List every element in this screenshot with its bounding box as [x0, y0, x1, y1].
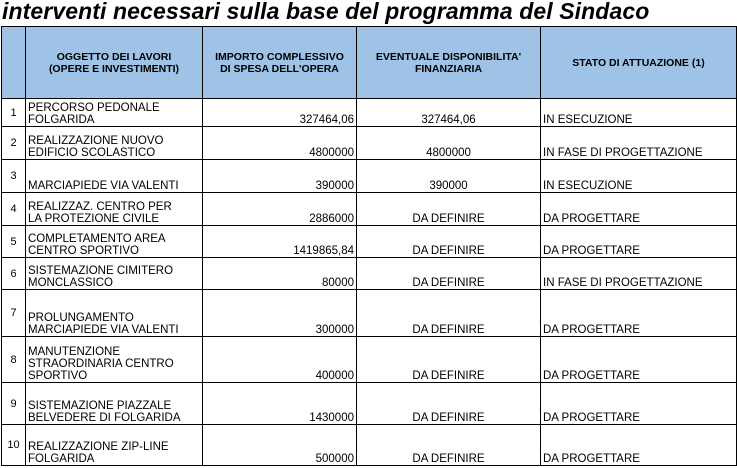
header-disponibilita: EVENTUALE DISPONIBILITA' FINANZIARIA — [357, 27, 541, 99]
oggetto-line: MARCIAPIEDE VIA VALENTI — [28, 324, 179, 336]
oggetto-line: FOLGARIDA — [28, 453, 95, 465]
cell-importo: 390000 — [203, 160, 357, 193]
oggetto-line: SISTEMAZIONE CIMITERO — [28, 265, 174, 277]
cell-disponibilita: DA DEFINIRE — [357, 425, 541, 466]
oggetto-line: STRAORDINARIA CENTRO — [28, 358, 174, 370]
oggetto-line: PERCORSO PEDONALE — [28, 102, 160, 114]
cell-oggetto — [26, 258, 203, 290]
table-row — [2, 99, 737, 127]
table-row — [2, 226, 737, 258]
cell-stato: IN FASE DI PROGETTAZIONE — [541, 127, 737, 160]
cell-stato: DA PROGETTARE — [541, 425, 737, 466]
table-row — [2, 337, 737, 383]
cell-importo: 300000 — [203, 290, 357, 337]
table-row — [2, 290, 737, 337]
oggetto-line: CENTRO SPORTIVO — [28, 245, 139, 257]
table-row — [2, 193, 737, 226]
table-header-row — [2, 27, 737, 99]
cell-importo: 4800000 — [203, 127, 357, 160]
cell-disponibilita: DA DEFINIRE — [357, 193, 541, 226]
cell-disponibilita: DA DEFINIRE — [357, 226, 541, 258]
cell-importo: 2886000 — [203, 193, 357, 226]
oggetto-line: SISTEMAZIONE PIAZZALE — [28, 400, 172, 412]
oggetto-line: REALIZZAZIONE ZIP-LINE — [28, 441, 169, 453]
cell-disponibilita: DA DEFINIRE — [357, 383, 541, 425]
oggetto-line: MANUTENZIONE — [28, 346, 120, 358]
cell-importo: 500000 — [203, 425, 357, 466]
table-row — [2, 383, 737, 425]
cell-disponibilita: DA DEFINIRE — [357, 337, 541, 383]
header-stato: STATO DI ATTUAZIONE (1) — [541, 27, 737, 99]
cell-stato: DA PROGETTARE — [541, 290, 737, 337]
cell-importo: 400000 — [203, 337, 357, 383]
cell-disponibilita: 390000 — [357, 160, 541, 193]
cell-oggetto — [26, 226, 203, 258]
row-number: 7 — [2, 290, 26, 337]
cell-oggetto — [26, 337, 203, 383]
header-num — [2, 27, 26, 99]
page-title: interventi necessari sulla base del programma del Sindaco — [2, 0, 650, 24]
row-number: 5 — [2, 226, 26, 258]
oggetto-line: REALIZZAZIONE NUOVO — [28, 135, 164, 147]
cell-stato: IN ESECUZIONE — [541, 99, 737, 127]
cell-oggetto — [26, 99, 203, 127]
cell-importo: 1430000 — [203, 383, 357, 425]
row-number: 3 — [2, 160, 26, 193]
oggetto-line: COMPLETAMENTO AREA — [28, 233, 166, 245]
oggetto-line: BELVEDERE DI FOLGARIDA — [28, 412, 181, 424]
cell-oggetto — [26, 193, 203, 226]
oggetto-line: EDIFICIO SCOLASTICO — [28, 147, 156, 159]
cell-stato: DA PROGETTARE — [541, 193, 737, 226]
cell-importo: 327464,06 — [203, 99, 357, 127]
cell-stato: DA PROGETTARE — [541, 226, 737, 258]
cell-stato: DA PROGETTARE — [541, 337, 737, 383]
row-number: 1 — [2, 99, 26, 127]
row-number: 6 — [2, 258, 26, 290]
cell-oggetto — [26, 160, 203, 193]
table-row — [2, 258, 737, 290]
oggetto-line: PROLUNGAMENTO — [28, 312, 134, 324]
row-number: 4 — [2, 193, 26, 226]
cell-oggetto — [26, 127, 203, 160]
header-importo: IMPORTO COMPLESSIVO DI SPESA DELL'OPERA — [203, 27, 357, 99]
row-number: 10 — [2, 425, 26, 466]
cell-stato: IN ESECUZIONE — [541, 160, 737, 193]
row-number: 2 — [2, 127, 26, 160]
cell-oggetto — [26, 383, 203, 425]
cell-disponibilita: 4800000 — [357, 127, 541, 160]
oggetto-line: MARCIAPIEDE VIA VALENTI — [28, 180, 179, 192]
oggetto-line: REALIZZAZ. CENTRO PER — [28, 201, 172, 213]
table-row — [2, 160, 737, 193]
cell-stato: IN FASE DI PROGETTAZIONE — [541, 258, 737, 290]
table-row — [2, 127, 737, 160]
oggetto-line: FOLGARIDA — [28, 114, 95, 126]
cell-importo: 1419865,84 — [203, 226, 357, 258]
table-row — [2, 425, 737, 466]
cell-importo: 80000 — [203, 258, 357, 290]
cell-stato: DA PROGETTARE — [541, 383, 737, 425]
oggetto-line — [28, 168, 202, 180]
cell-disponibilita: DA DEFINIRE — [357, 258, 541, 290]
works-table — [1, 26, 737, 466]
cell-disponibilita: 327464,06 — [357, 99, 541, 127]
row-number: 9 — [2, 383, 26, 425]
oggetto-line: LA PROTEZIONE CIVILE — [28, 213, 160, 225]
cell-oggetto — [26, 425, 203, 466]
oggetto-line: SPORTIVO — [28, 370, 88, 382]
oggetto-line: MONCLASSICO — [28, 277, 113, 289]
row-number: 8 — [2, 337, 26, 383]
header-oggetto: OGGETTO DEI LAVORI (OPERE E INVESTIMENTI) — [26, 27, 203, 99]
cell-oggetto — [26, 290, 203, 337]
cell-disponibilita: DA DEFINIRE — [357, 290, 541, 337]
